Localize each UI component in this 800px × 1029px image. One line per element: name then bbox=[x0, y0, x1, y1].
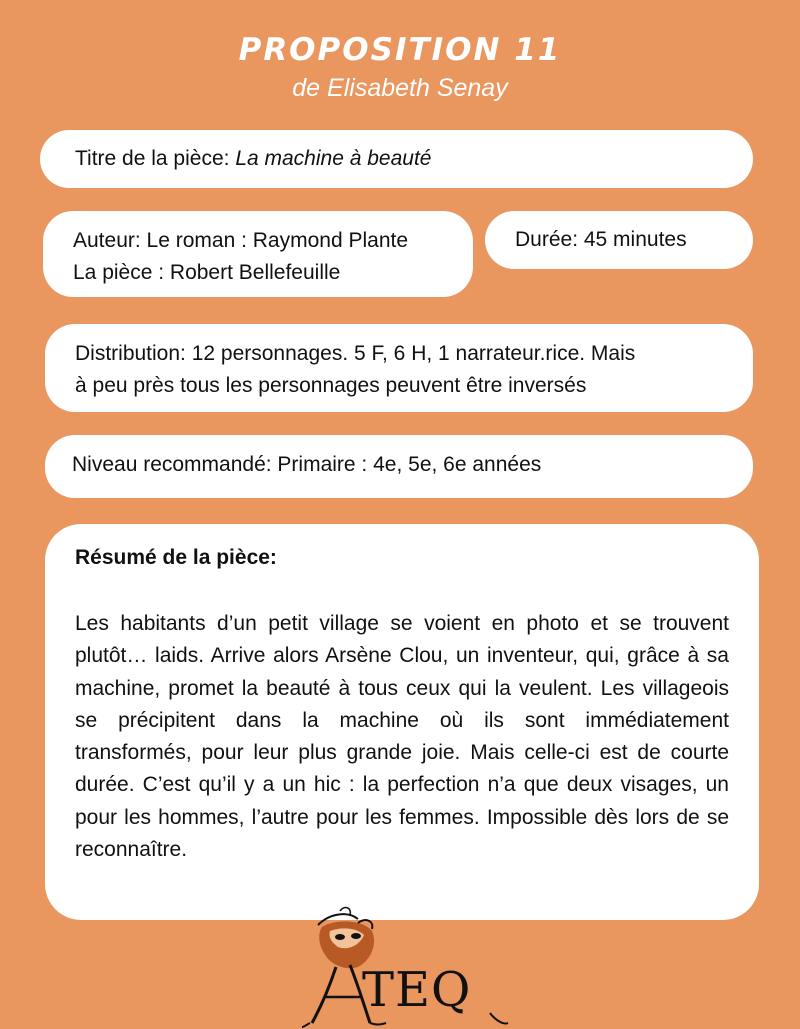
distribution-card bbox=[45, 324, 753, 412]
distribution-line-1: Distribution: 12 personnages. 5 F, 6 H, 1 narrateur.rice. Mais bbox=[75, 342, 636, 365]
resume-card bbox=[45, 524, 759, 920]
titre-value: La machine à beauté bbox=[235, 147, 432, 170]
page-subtitle: de Elisabeth Senay bbox=[292, 74, 508, 102]
niveau-card bbox=[45, 435, 753, 498]
titre-label: Titre de la pièce: bbox=[75, 147, 236, 170]
resume-heading: Résumé de la pièce: bbox=[75, 546, 277, 569]
auteur-card bbox=[43, 211, 473, 297]
page-title: PROPOSITION 11 bbox=[238, 32, 562, 68]
auteur-line-1: Auteur: Le roman : Raymond Plante bbox=[73, 229, 409, 252]
distribution-line-2: à peu près tous les personnages peuvent être inversés bbox=[75, 374, 587, 397]
auteur-line-2: La pièce : Robert Bellefeuille bbox=[73, 261, 341, 284]
duree-text: Durée: 45 minutes bbox=[515, 228, 687, 251]
resume-body: Les habitants d’un petit village se voient en photo et se trouvent plutôt… laids. Arrive alors Arsène Clou, un inventeur, qui, grâce à sa machine, promet la beauté à tous ceux qui la veulent. Les villageois se précipitent dans la machine où ils sont immédiatement transformés, pour leur plus grande joie. Mais celle-ci est de courte durée. C’est qu’il y a un hic : la perfection n’a que deux visages, un pour les hommes, l’autre pour les femmes. Impossible dès lors de se reconnaître. bbox=[75, 612, 729, 862]
logo-text: TEQ bbox=[362, 962, 472, 1018]
duree-card bbox=[485, 211, 753, 269]
titre-card bbox=[40, 130, 753, 188]
niveau-text: Niveau recommandé: Primaire : 4e, 5e, 6e années bbox=[72, 453, 542, 476]
